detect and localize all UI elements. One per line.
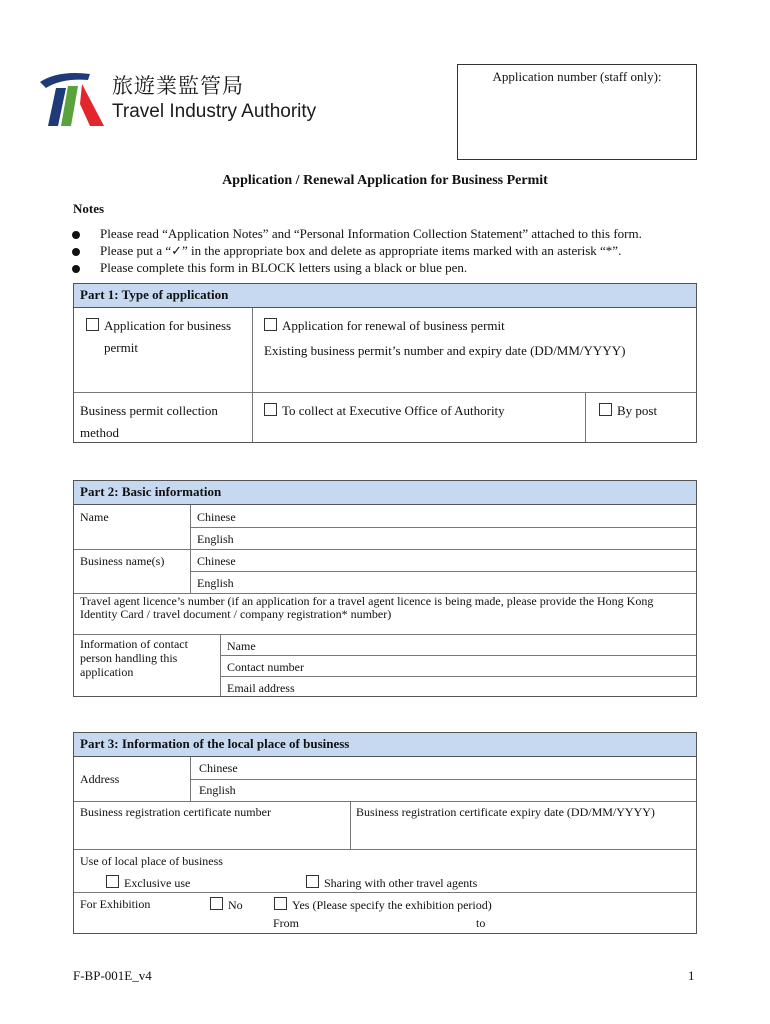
staff-application-number-box[interactable] bbox=[457, 64, 697, 160]
new-permit-option[interactable] bbox=[86, 318, 231, 334]
brc-number-field[interactable]: Business registration certificate number bbox=[80, 805, 271, 819]
new-permit-label: Application for business bbox=[104, 318, 232, 333]
part1-heading: Part 1: Type of application bbox=[74, 284, 696, 308]
sharing-option[interactable] bbox=[306, 875, 477, 891]
part1-section bbox=[73, 283, 697, 443]
form-title: Application / Renewal Application for Business Permit bbox=[222, 173, 548, 188]
note-item: Please complete this form in BLOCK letters using a black or blue pen. bbox=[100, 260, 468, 275]
address-label: Address bbox=[80, 772, 120, 786]
renewal-option[interactable] bbox=[264, 318, 505, 334]
name-english-field[interactable]: English bbox=[197, 532, 234, 546]
part2-section bbox=[73, 480, 697, 697]
use-of-place-label: Use of local place of business bbox=[80, 854, 223, 868]
business-names-label: Business name(s) bbox=[80, 554, 165, 568]
address-english-field[interactable]: English bbox=[199, 783, 236, 797]
exclusive-use-option[interactable] bbox=[106, 875, 190, 891]
bullet-icon bbox=[72, 265, 80, 273]
notes-heading: Notes bbox=[73, 201, 105, 216]
brc-expiry-field[interactable]: Business registration certificate expiry date (DD/MM/YYYY) bbox=[356, 805, 655, 819]
note-item: Please put a “✓” in the appropriate box and delete as appropriate items marked with an asterisk “*”. bbox=[100, 243, 622, 258]
exhibition-yes-option[interactable] bbox=[274, 897, 492, 913]
part2-heading: Part 2: Basic information bbox=[74, 481, 696, 505]
form-code: F-BP-001E_v4 bbox=[73, 968, 152, 983]
exhibition-yes-label: Yes (Please specify the exhibition period) bbox=[292, 898, 492, 912]
logo-english-name: Travel Industry Authority bbox=[112, 101, 317, 122]
exhibition-no-label: No bbox=[228, 898, 243, 912]
renewal-label: Application for renewal of business permit bbox=[282, 318, 505, 333]
bullet-icon bbox=[72, 248, 80, 256]
business-name-chinese-field[interactable]: Chinese bbox=[197, 554, 236, 568]
exhibition-to-field[interactable]: to bbox=[476, 916, 486, 930]
by-post-label: By post bbox=[617, 403, 658, 418]
part3-heading: Part 3: Information of the local place of business bbox=[74, 733, 696, 757]
collection-method-label: Business permit collection bbox=[80, 403, 218, 418]
contact-name-field[interactable]: Name bbox=[227, 639, 256, 653]
by-post-option[interactable] bbox=[599, 403, 657, 419]
part3-section bbox=[73, 732, 697, 934]
collect-in-person-label: To collect at Executive Office of Authority bbox=[282, 403, 505, 418]
note-item: Please read “Application Notes” and “Personal Information Collection Statement” attached to this form. bbox=[100, 226, 642, 241]
bullet-icon bbox=[72, 231, 80, 239]
logo-chinese-name: 旅遊業監管局 bbox=[112, 74, 244, 98]
exhibition-yes-checkbox[interactable] bbox=[274, 897, 287, 910]
authority-logo bbox=[38, 68, 338, 128]
contact-person-label-2: person handling this bbox=[80, 651, 178, 665]
exhibition-no-checkbox[interactable] bbox=[210, 897, 223, 910]
licence-number-label-cont: Identity Card / travel document / company registration* number) bbox=[80, 607, 392, 621]
page-number: 1 bbox=[688, 968, 695, 983]
exhibition-from-field[interactable]: From bbox=[273, 916, 300, 930]
email-field[interactable]: Email address bbox=[227, 681, 295, 695]
name-chinese-field[interactable]: Chinese bbox=[197, 510, 236, 524]
contact-person-label: Information of contact bbox=[80, 637, 188, 651]
exclusive-use-checkbox[interactable] bbox=[106, 875, 119, 888]
authority-logo-mark-icon bbox=[38, 68, 108, 128]
sharing-checkbox[interactable] bbox=[306, 875, 319, 888]
sharing-label: Sharing with other travel agents bbox=[324, 876, 478, 890]
name-label: Name bbox=[80, 510, 109, 524]
existing-permit-field[interactable]: Existing business permit’s number and expiry date (DD/MM/YYYY) bbox=[264, 343, 626, 358]
collection-method-label-cont: method bbox=[80, 425, 119, 440]
contact-person-label-3: application bbox=[80, 665, 134, 679]
new-permit-checkbox[interactable] bbox=[86, 318, 99, 331]
licence-number-label: Travel agent licence’s number (if an application for a travel agent licence is being made, please provide the Hong Kong bbox=[80, 594, 654, 608]
collect-in-person-option[interactable] bbox=[264, 403, 505, 419]
business-name-english-field[interactable]: English bbox=[197, 576, 234, 590]
exhibition-no-option[interactable] bbox=[210, 897, 243, 913]
contact-number-field[interactable]: Contact number bbox=[227, 660, 304, 674]
exhibition-label: For Exhibition bbox=[80, 897, 151, 911]
staff-application-number-label: Application number (staff only): bbox=[492, 69, 662, 84]
collect-in-person-checkbox[interactable] bbox=[264, 403, 277, 416]
exclusive-use-label: Exclusive use bbox=[124, 876, 191, 890]
by-post-checkbox[interactable] bbox=[599, 403, 612, 416]
address-chinese-field[interactable]: Chinese bbox=[199, 761, 238, 775]
renewal-checkbox[interactable] bbox=[264, 318, 277, 331]
new-permit-label-cont: permit bbox=[104, 340, 138, 355]
